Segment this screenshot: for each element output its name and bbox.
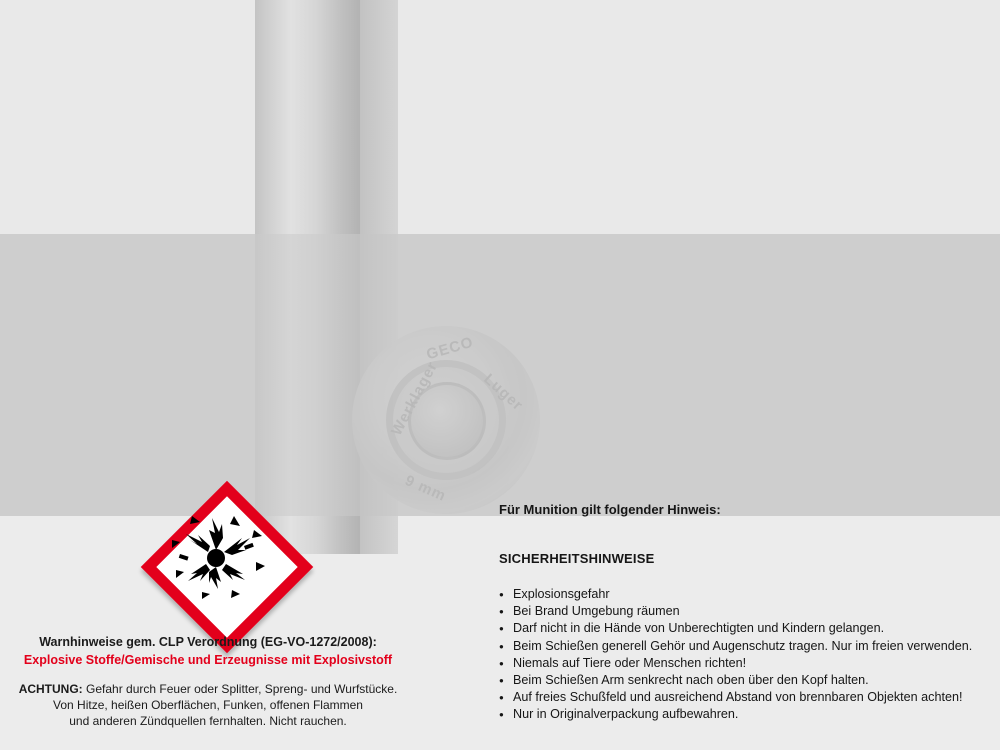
list-item: ● Nur in Originalverpackung aufbewahren. [499,706,989,723]
clp-heading: Warnhinweise gem. CLP Verordnung (EG-VO-1272/2008): [39,635,377,649]
list-item: ● Explosionsgefahr [499,586,989,603]
safety-instructions-list [499,586,989,724]
safety-notice-banner [0,234,1000,728]
list-item: ● Beim Schießen generell Gehör und Augenschutz tragen. Nur im freien verwenden. [499,638,989,655]
list-item: ● Darf nicht in die Hände von Unberechtigten und Kindern gelangen. [499,620,989,637]
clp-notice [8,681,408,729]
ghs-explosive-pictogram [146,486,286,626]
list-item: ● Niemals auf Tiere oder Menschen richten! [499,655,989,672]
ammunition-notice-lead: Für Munition gilt folgender Hinweis: [499,502,721,517]
ammunition-safety-block [499,502,989,724]
safety-instructions-heading: SICHERHEITSHINWEISE [499,551,655,566]
clp-notice-label: ACHTUNG: [18,682,83,696]
clp-notice-line-2: Von Hitze, heißen Oberflächen, Funken, offenen Flammen [53,698,363,712]
photo-blur-overlay [0,234,1000,516]
exploding-bomb-icon [146,486,286,626]
clp-notice-line-3: und anderen Zündquellen fernhalten. Nicht rauchen. [69,714,347,728]
list-item: ● Auf freies Schußfeld und ausreichend Abstand von brennbaren Objekten achten! [499,689,989,706]
clp-hazard-class: Explosive Stoffe/Gemische und Erzeugnisse mit Explosivstoff [23,653,393,667]
clp-warning-block [8,634,408,729]
list-item: ● Beim Schießen Arm senkrecht nach oben über den Kopf halten. [499,672,989,689]
list-item: ● Bei Brand Umgebung räumen [499,603,989,620]
blurred-ammunition-cartridge-photo [0,234,1000,516]
clp-notice-line-1: Gefahr durch Feuer oder Splitter, Spreng- und Wurfstücke. [86,682,398,696]
page-top-band [0,0,1000,234]
